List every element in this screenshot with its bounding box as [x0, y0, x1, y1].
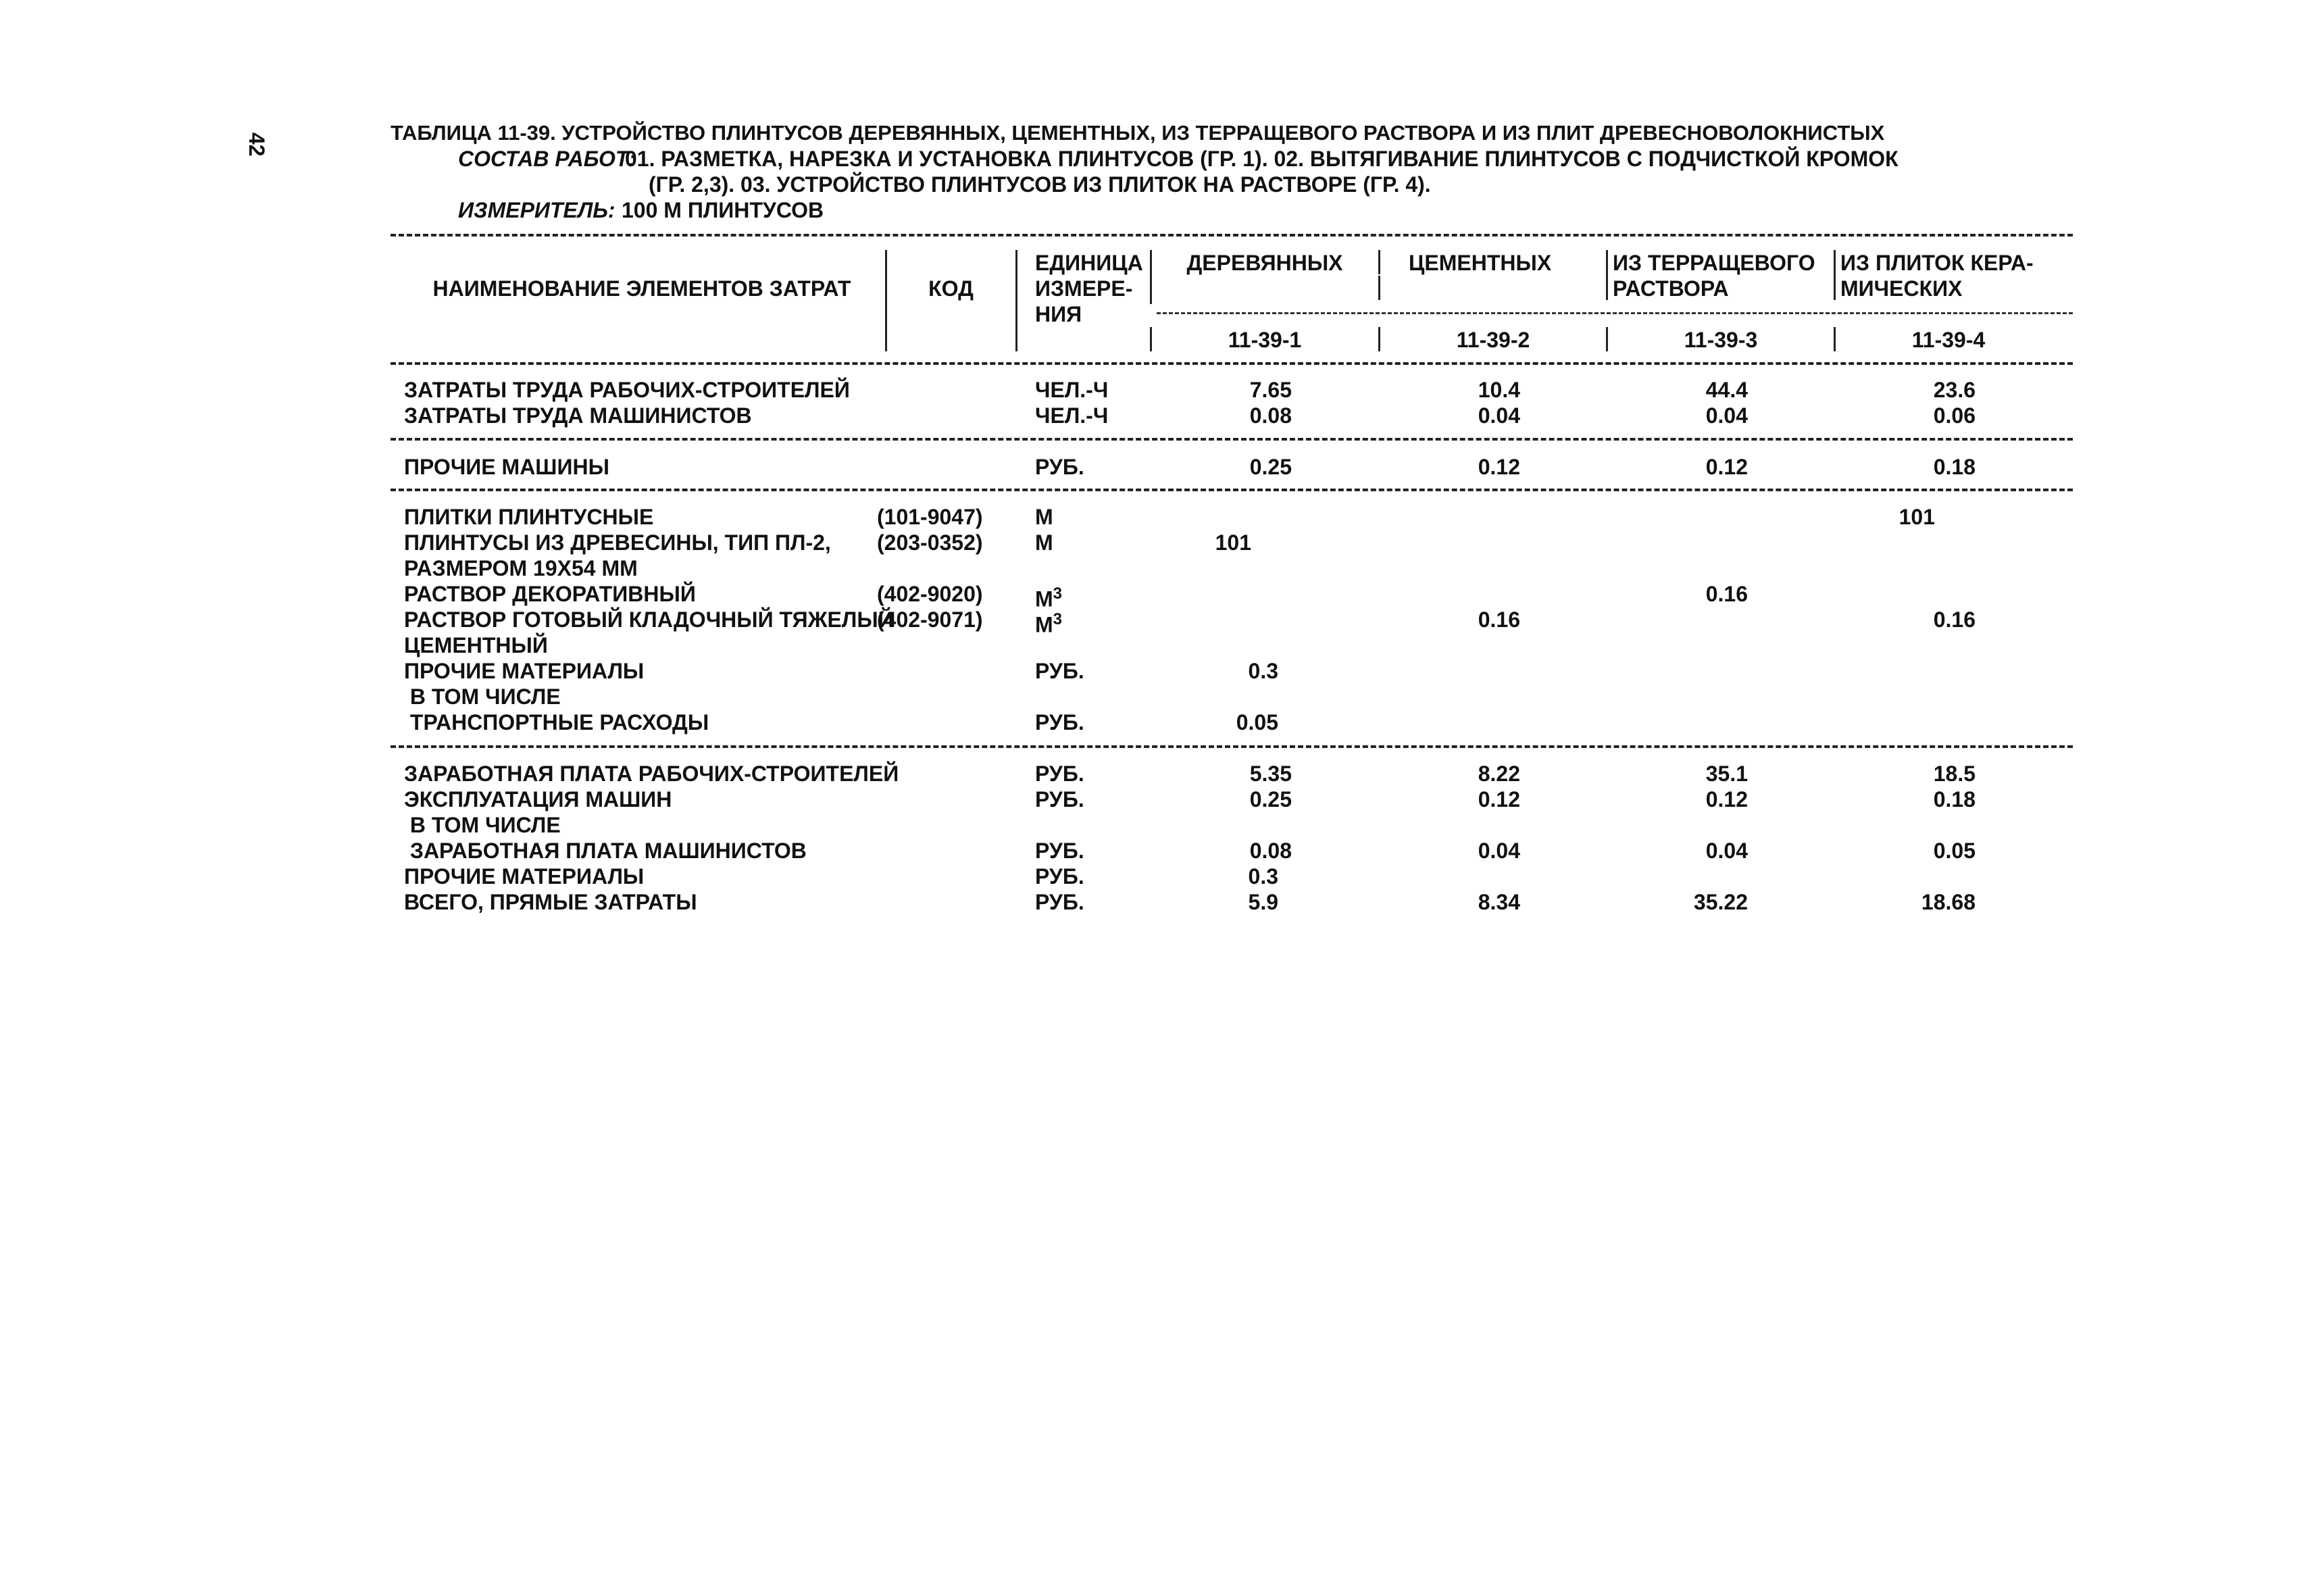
- header-col3-line2: РАСТВОРА: [1613, 276, 1729, 301]
- row-name: ЦЕМЕНТНЫЙ: [404, 633, 548, 657]
- row-value: 0.05: [1933, 839, 1976, 863]
- row-value: 18.5: [1933, 762, 1976, 786]
- row-unit: РУБ.: [1035, 864, 1084, 889]
- row-value: 0.16: [1705, 582, 1748, 606]
- meter-label: ИЗМЕРИТЕЛЬ:: [458, 198, 615, 222]
- header-code: КОД: [928, 276, 974, 301]
- header-divider: [1150, 327, 1152, 351]
- row-value: 35.22: [1693, 890, 1748, 914]
- header-col3-line1: ИЗ ТЕРРАЩЕВОГО: [1613, 251, 1815, 275]
- meter-value: 100 М ПЛИНТУСОВ: [622, 198, 824, 222]
- row-name: РАСТВОР ГОТОВЫЙ КЛАДОЧНЫЙ ТЯЖЕЛЫЙ: [404, 607, 894, 632]
- section-rule: [391, 745, 2073, 748]
- header-col1-code: 11-39-1: [1228, 328, 1302, 352]
- row-name: В ТОМ ЧИСЛЕ: [404, 684, 561, 709]
- row-value: 0.18: [1933, 787, 1976, 812]
- row-value: 0.06: [1933, 403, 1976, 428]
- header-col4-line1: ИЗ ПЛИТОК КЕРА-: [1840, 251, 2034, 275]
- header-divider: [1834, 250, 1836, 300]
- section-rule: [391, 489, 2073, 491]
- header-col4-line2: МИЧЕСКИХ: [1840, 276, 1963, 301]
- header-divider: [1378, 250, 1380, 274]
- row-value: 5.35: [1249, 762, 1292, 786]
- row-value: 44.4: [1705, 378, 1748, 402]
- row-code: (203-0352): [877, 530, 983, 555]
- row-unit: М: [1035, 505, 1053, 529]
- header-col1: ДЕРЕВЯННЫХ: [1186, 251, 1343, 275]
- row-value: 0.04: [1478, 403, 1520, 428]
- row-value: 0.12: [1705, 787, 1748, 812]
- work-description-line2: (ГР. 2,3). 03. УСТРОЙСТВО ПЛИНТУСОВ ИЗ ПЛИТОК НА РАСТВОРЕ (ГР. 4).: [649, 172, 1431, 197]
- row-value: 35.1: [1705, 762, 1748, 786]
- row-unit: ЧЕЛ.-Ч: [1035, 378, 1109, 402]
- row-value: 8.34: [1478, 890, 1520, 914]
- row-unit: РУБ.: [1035, 710, 1084, 734]
- row-value: 0.3: [1248, 864, 1278, 889]
- row-value: 0.3: [1248, 659, 1278, 683]
- row-value: 0.12: [1478, 787, 1520, 812]
- row-name: ПРОЧИЕ МАТЕРИАЛЫ: [404, 864, 645, 889]
- row-name: В ТОМ ЧИСЛЕ: [404, 813, 561, 837]
- row-code: (402-9020): [877, 582, 983, 606]
- work-label: СОСТАВ РАБОТ:: [458, 147, 636, 171]
- header-col2: ЦЕМЕНТНЫХ: [1409, 251, 1552, 275]
- row-value: 0.18: [1933, 455, 1976, 479]
- row-value: 7.65: [1249, 378, 1292, 402]
- header-unit-line2: ИЗМЕРЕ-: [1035, 276, 1133, 301]
- header-divider: [1015, 250, 1017, 351]
- row-name: ЗАТРАТЫ ТРУДА МАШИНИСТОВ: [404, 403, 752, 428]
- header-divider: [1606, 327, 1608, 351]
- header-top-rule: [391, 234, 2073, 236]
- row-unit: $М^3$: [1035, 584, 1063, 612]
- table-title: ТАБЛИЦА 11-39. УСТРОЙСТВО ПЛИНТУСОВ ДЕРЕВЯННЫХ, ЦЕМЕНТНЫХ, ИЗ ТЕРРАЩЕВОГО РАСТВОРА И ИЗ ПЛИТ ДРЕВЕСНОВОЛОКНИСТЫХ: [391, 121, 1885, 145]
- row-unit: РУБ.: [1035, 890, 1084, 914]
- row-unit: РУБ.: [1035, 455, 1084, 479]
- row-name: РАСТВОР ДЕКОРАТИВНЫЙ: [404, 582, 696, 606]
- row-value: 0.25: [1249, 787, 1292, 812]
- header-mid-rule: [1157, 312, 2073, 314]
- row-value: 101: [1215, 530, 1251, 555]
- row-unit: РУБ.: [1035, 659, 1084, 683]
- row-value: 10.4: [1478, 378, 1520, 402]
- row-unit: РУБ.: [1035, 762, 1084, 786]
- header-divider: [1606, 250, 1608, 300]
- row-name: ТРАНСПОРТНЫЕ РАСХОДЫ: [404, 710, 709, 734]
- row-name: ЭКСПЛУАТАЦИЯ МАШИН: [404, 787, 672, 812]
- row-name: ЗАРАБОТНАЯ ПЛАТА МАШИНИСТОВ: [404, 839, 807, 863]
- header-divider: [1378, 276, 1380, 300]
- header-divider: [1378, 327, 1380, 351]
- row-value: 18.68: [1921, 890, 1976, 914]
- header-divider: [885, 250, 887, 351]
- header-bottom-rule: [391, 362, 2073, 365]
- header-col3-code: 11-39-3: [1684, 328, 1758, 352]
- work-description-line1: 01. РАЗМЕТКА, НАРЕЗКА И УСТАНОВКА ПЛИНТУСОВ (ГР. 1). 02. ВЫТЯГИВАНИЕ ПЛИНТУСОВ С ПОДЧИСТКОЙ КРОМОК: [625, 147, 1898, 171]
- row-unit: ЧЕЛ.-Ч: [1035, 403, 1109, 428]
- row-value: 0.16: [1933, 607, 1976, 632]
- row-value: 101: [1898, 505, 1935, 529]
- row-name: РАЗМЕРОМ 19Х54 ММ: [404, 556, 638, 580]
- row-name: ПЛИНТУСЫ ИЗ ДРЕВЕСИНЫ, ТИП ПЛ-2,: [404, 530, 831, 555]
- row-value: 0.04: [1705, 839, 1748, 863]
- header-unit-line3: НИЯ: [1035, 302, 1082, 326]
- row-value: 23.6: [1933, 378, 1976, 402]
- row-value: 8.22: [1478, 762, 1520, 786]
- row-unit: РУБ.: [1035, 839, 1084, 863]
- row-name: ВСЕГО, ПРЯМЫЕ ЗАТРАТЫ: [404, 890, 697, 914]
- row-value: 0.08: [1249, 403, 1292, 428]
- row-value: 5.9: [1248, 890, 1278, 914]
- row-value: 0.08: [1249, 839, 1292, 863]
- section-rule: [391, 438, 2073, 441]
- page-number: 42: [245, 132, 269, 157]
- row-name: ПЛИТКИ ПЛИНТУСНЫЕ: [404, 505, 654, 529]
- row-unit: М: [1035, 530, 1053, 555]
- row-name: ПРОЧИЕ МАТЕРИАЛЫ: [404, 659, 645, 683]
- header-name: НАИМЕНОВАНИЕ ЭЛЕМЕНТОВ ЗАТРАТ: [432, 276, 851, 301]
- row-unit: $М^3$: [1035, 610, 1063, 637]
- row-name: ЗАТРАТЫ ТРУДА РАБОЧИХ-СТРОИТЕЛЕЙ: [404, 378, 850, 402]
- header-unit-line1: ЕДИНИЦА: [1035, 251, 1143, 275]
- header-divider: [1150, 250, 1152, 304]
- row-value: 0.12: [1478, 455, 1520, 479]
- row-value: 0.04: [1705, 403, 1748, 428]
- row-name: ЗАРАБОТНАЯ ПЛАТА РАБОЧИХ-СТРОИТЕЛЕЙ: [404, 762, 899, 786]
- row-value: 0.12: [1705, 455, 1748, 479]
- row-unit: РУБ.: [1035, 787, 1084, 812]
- row-name: ПРОЧИЕ МАШИНЫ: [404, 455, 609, 479]
- header-col4-code: 11-39-4: [1911, 328, 1986, 352]
- row-value: 0.16: [1478, 607, 1520, 632]
- header-col2-code: 11-39-2: [1456, 328, 1530, 352]
- row-code: (402-9071): [877, 607, 983, 632]
- row-value: 0.05: [1236, 710, 1278, 734]
- header-divider: [1834, 327, 1836, 351]
- row-value: 0.25: [1249, 455, 1292, 479]
- row-code: (101-9047): [877, 505, 983, 529]
- row-value: 0.04: [1478, 839, 1520, 863]
